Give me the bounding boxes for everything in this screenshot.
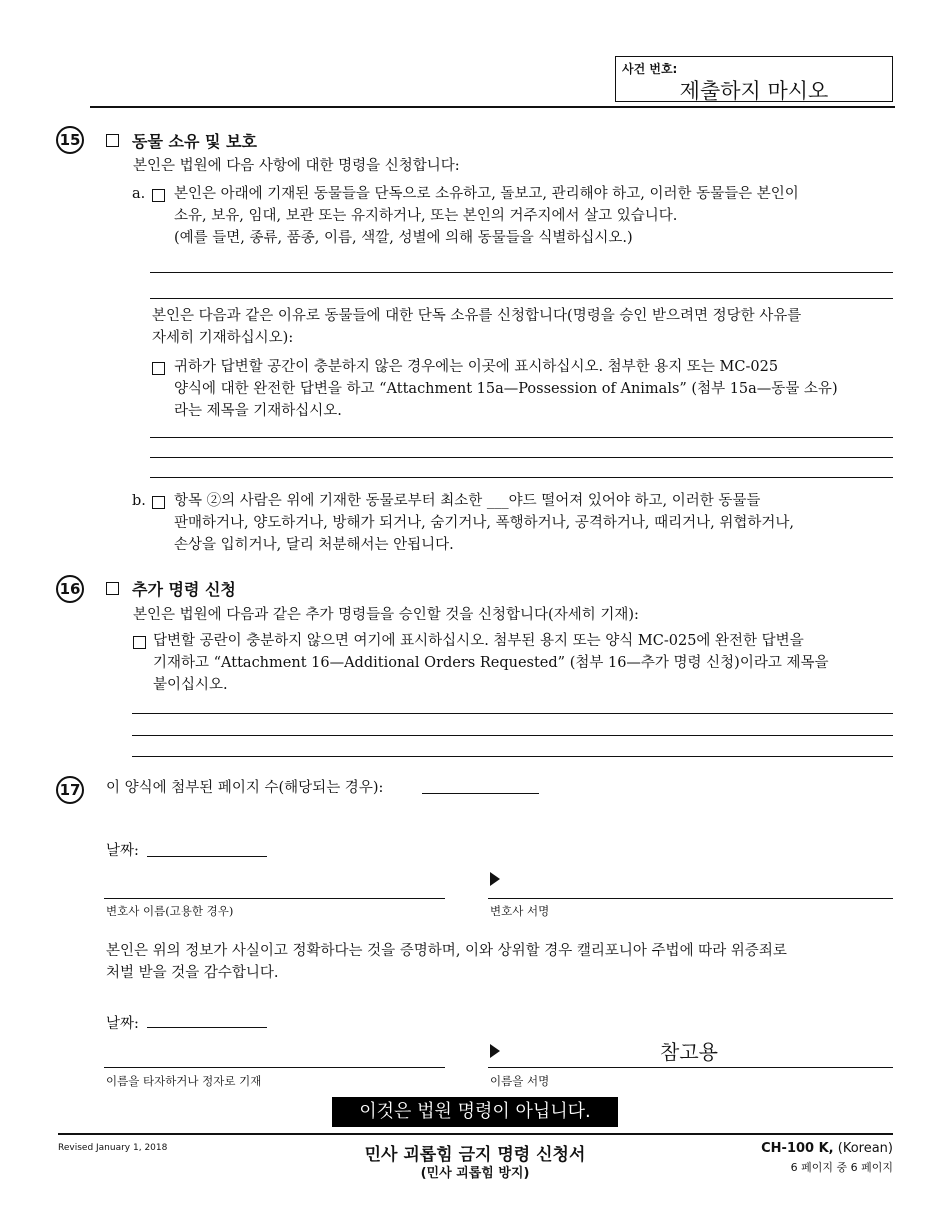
case-number-label: 사건 번호: (622, 62, 678, 76)
header-rule (90, 106, 895, 108)
item-15-reason-answer-line[interactable] (150, 477, 893, 478)
signature-value: 참고용 (660, 1040, 718, 1064)
date-label-2: 날짜: (106, 1016, 139, 1032)
revised-date: Revised January 1, 2018 (58, 1143, 168, 1153)
item-15-reason-line-1: 본인은 다음과 같은 이유로 동물들에 대한 단독 소유를 신청합니다(명령을 승인 받으려면 정당한 사유를 (152, 308, 802, 324)
form-id-code: CH-100 K, (761, 1141, 834, 1156)
item-15-attachment-checkbox[interactable] (152, 362, 165, 375)
item-15a-answer-line[interactable] (150, 272, 893, 273)
item-15b-line-1: 항목 ②의 사람은 위에 기재한 동물로부터 최소한 ___야드 떨어져 있어야 하고, 이러한 동물들 (174, 493, 761, 509)
item-16-title: 추가 명령 신청 (132, 580, 236, 599)
form-title: 민사 괴롭힘 금지 명령 신청서 (364, 1145, 586, 1165)
item-15-number: 15 (56, 126, 84, 154)
item-16-answer-line[interactable] (132, 735, 893, 736)
form-language: (Korean) (833, 1141, 893, 1156)
item-15-attach-line-3: 라는 제목을 기재하십시오. (174, 403, 342, 419)
item-17-number: 17 (56, 776, 84, 804)
item-15a-line-2: 소유, 보유, 임대, 보관 또는 유지하거나, 또는 본인의 거주지에서 살고 있습니다. (174, 208, 678, 224)
date-label-1: 날짜: (106, 843, 139, 859)
item-16-checkbox[interactable] (106, 582, 119, 595)
item-15-intro: 본인은 법원에 다음 사항에 대한 명령을 신청합니다: (133, 158, 460, 174)
page-number: 6 페이지 중 6 페이지 (790, 1161, 893, 1174)
item-17-text: 이 양식에 첨부된 페이지 수(해당되는 경우): (106, 780, 384, 796)
form-id (700, 1141, 893, 1156)
item-16-attach-line-1: 답변할 공란이 충분하지 않으면 여기에 표시하십시오. 첨부된 용지 또는 양식 MC-025에 완전한 답변을 (153, 633, 804, 649)
attorney-signature-caption: 변호사 서명 (490, 904, 550, 918)
item-16-attachment-checkbox[interactable] (133, 636, 146, 649)
petitioner-name-caption: 이름을 타자하거나 정자로 기재 (106, 1074, 262, 1088)
item-16-number: 16 (56, 575, 84, 603)
item-15a-checkbox[interactable] (152, 189, 165, 202)
item-15a-line-3: (예를 들면, 종류, 품종, 이름, 색깔, 성별에 의해 동물들을 식별하십시오.) (174, 230, 633, 246)
petitioner-name-field[interactable] (104, 1067, 445, 1068)
item-15a-letter: a. (132, 186, 146, 202)
petitioner-signature-caption: 이름을 서명 (490, 1074, 550, 1088)
footer-rule (58, 1133, 893, 1135)
item-15a-answer-line[interactable] (150, 298, 893, 299)
item-15-attach-line-2: 양식에 대한 완전한 답변을 하고 “Attachment 15a—Possession of Animals” (첨부 15a—동물 소유) (174, 381, 838, 397)
signature-arrow-icon (490, 1044, 500, 1058)
attorney-name-field[interactable] (104, 898, 445, 899)
item-15-reason-line-2: 자세히 기재하십시오): (152, 330, 294, 346)
item-15-reason-answer-line[interactable] (150, 457, 893, 458)
item-16-attach-line-2: 기재하고 “Attachment 16—Additional Orders Requested” (첨부 16—추가 명령 신청)이라고 제목을 (153, 655, 829, 671)
item-15a-line-1: 본인은 아래에 기재된 동물들을 단독으로 소유하고, 돌보고, 관리해야 하고, 이러한 동물들은 본인이 (174, 186, 799, 202)
item-15-title: 동물 소유 및 보호 (132, 132, 257, 151)
attorney-name-caption: 변호사 이름(고용한 경우) (106, 904, 234, 918)
item-16-attach-line-3: 붙이십시오. (153, 677, 228, 693)
signature-arrow-icon (490, 872, 500, 886)
item-16-answer-line[interactable] (132, 713, 893, 714)
item-15-reason-answer-line[interactable] (150, 437, 893, 438)
declaration-line-1: 본인은 위의 정보가 사실이고 정확하다는 것을 증명하며, 이와 상위할 경우 캘리포니아 주법에 따라 위증죄로 (106, 943, 787, 959)
form-subtitle: (민사 괴롭힘 방지) (420, 1166, 530, 1181)
date-field-2[interactable] (147, 1027, 267, 1028)
attached-pages-field[interactable] (422, 793, 539, 794)
date-field-1[interactable] (147, 856, 267, 857)
item-16-intro: 본인은 법원에 다음과 같은 추가 명령들을 승인할 것을 신청합니다(자세히 기재): (133, 607, 639, 623)
attorney-signature-field[interactable] (488, 898, 893, 899)
petitioner-signature-field[interactable] (488, 1067, 893, 1068)
item-15b-line-3: 손상을 입히거나, 달리 처분해서는 안됩니다. (174, 537, 454, 553)
not-court-order-notice: 이것은 법원 명령이 아닙니다. (332, 1097, 618, 1127)
case-number-value: 제출하지 마시오 (679, 79, 829, 103)
item-15b-letter: b. (132, 493, 146, 509)
case-number-box (615, 56, 893, 102)
item-15b-line-2: 판매하거나, 양도하거나, 방해가 되거나, 숨기거나, 폭행하거나, 공격하거나, 때리거나, 위협하거나, (174, 515, 795, 531)
item-15-checkbox[interactable] (106, 134, 119, 147)
item-15b-checkbox[interactable] (152, 496, 165, 509)
declaration-line-2: 처벌 받을 것을 감수합니다. (106, 965, 279, 981)
item-15-attach-line-1: 귀하가 답변할 공간이 충분하지 않은 경우에는 이곳에 표시하십시오. 첨부한 용지 또는 MC-025 (174, 359, 779, 375)
item-16-answer-line[interactable] (132, 756, 893, 757)
